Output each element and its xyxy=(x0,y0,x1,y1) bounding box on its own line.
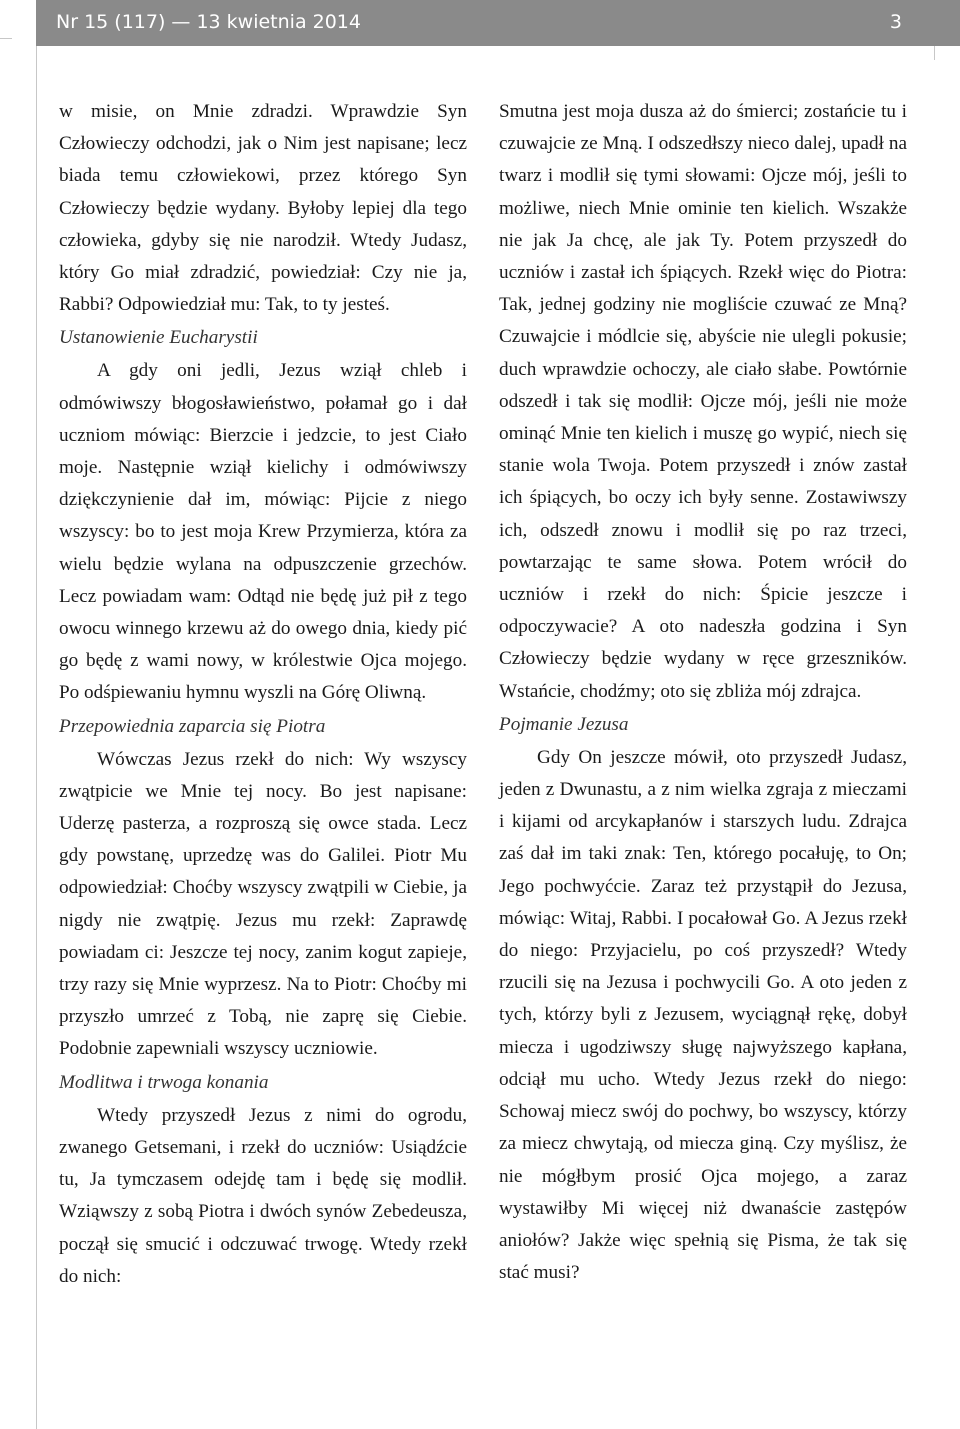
page-header xyxy=(36,0,960,46)
section-heading-arrest: Pojmanie Jezusa xyxy=(499,713,629,735)
right-column xyxy=(499,96,907,1289)
section-heading-peter-denial: Przepowiednia zaparcia się Piotra xyxy=(59,715,326,737)
left-crop-mark xyxy=(0,38,12,39)
paragraph: A gdy oni jedli, Jezus wziął chleb i odmówiwszy błogosławieństwo, połamał go i dał uczniom mówiąc: Bierzcie i jedzcie, to jest Ciało moje. Następnie wziął kielichy i odmówiwszy dziękczynienie dał im, mówiąc: Pijcie z niego wszyscy: bo to jest moja Krew Przymierza, która za wielu będzie wylana na odpuszczenie grzechów. Lecz powiadam wam: Odtąd nie będę już pił z tego owocu winnego krzewu aż do owego dnia, kiedy pić go będę z wami nowy, w królestwie Ojca mojego. Po odśpiewaniu hymnu wyszli na Górę Oliwną. xyxy=(59,360,467,704)
issue-label: Nr 15 (117) — 13 kwietnia 2014 xyxy=(56,11,361,33)
section-heading-eucharist: Ustanowienie Eucharystii xyxy=(59,327,258,349)
paragraph: Gdy On jeszcze mówił, oto przyszedł Judasz, jeden z Dwunastu, a z nim wielka zgraja z mieczami i kijami od arcykapłanów i starszych ludu. Zdrajca zaś dał im taki znak: Ten, którego pocałuję, to On; Jego pochwyćcie. Zaraz też przystąpił do Jezusa, mówiąc: Witaj, Rabbi. I pocałował Go. A Jezus rzekł do niego: Przyjacielu, po coś przyszedł? Wtedy rzucili się na Jezusa i pochwycili Go. A oto jeden z tych, którzy byli z Jezusem, wyciągnął rękę, dobył miecza i ugodziwszy sługę najwyższego kapłana, odciął mu ucho. Wtedy Jezus rzekł do niego: Schowaj miecz swój do pochwy, bo wszyscy, którzy za miecz chwytają, od miecza giną. Czy myślisz, że nie mógłbym prosić Ojca mojego, a zaraz wystawiłby Mi więcej niż dwanaście zastępów aniołów? Jakże więc spełnią się Pisma, że tak się stać musi? xyxy=(499,746,907,1284)
paragraph: Wtedy przyszedł Jezus z nimi do ogrodu, zwanego Getsemani, i rzekł do uczniów: Usiądźcie tu, Ja tymczasem odejdę tam i będę się modlił. Wziąwszy z sobą Piotra i dwóch synów Zebedeusza, począł się smucić i odczuwać trwogę. Wtedy rzekł do nich: xyxy=(59,1104,467,1287)
left-column xyxy=(59,96,467,1293)
paragraph: w misie, on Mnie zdradzi. Wprawdzie Syn Człowieczy odchodzi, jak o Nim jest napisane; lecz biada temu człowiekowi, przez którego Syn Człowieczy będzie wydany. Byłoby lepiej dla tego człowieka, gdyby się nie narodził. Wtedy Judasz, który Go miał zdradzić, powiedział: Czy nie ja, Rabbi? Odpowiedział mu: Tak, to ty jesteś. xyxy=(59,101,467,316)
section-heading-prayer-agony: Modlitwa i trwoga konania xyxy=(59,1071,269,1093)
bottom-margin-rule xyxy=(36,1398,37,1429)
left-margin-rule xyxy=(36,0,37,1429)
paragraph: Smutna jest moja dusza aż do śmierci; zostańcie tu i czuwajcie ze Mną. I odszedłszy nieco dalej, upadł na twarz i modlił się tymi słowami: Ojcze mój, jeśli to możliwe, niech Mnie ominie ten kielich. Wszakże nie jak Ja chcę, ale jak Ty. Potem przyszedł do uczniów i zastał ich śpiących. Rzekł więc do Piotra: Tak, jednej godziny nie mogliście czuwać ze Mną? Czuwajcie i módlcie się, abyście nie ulegli pokusie; duch wprawdzie ochoczy, ale ciało słabe. Powtórnie odszedł i tak się modlił: Ojcze mój, jeśli nie może ominąć Mnie ten kielich i muszę go wypić, niech się stanie wola Twoja. Potem przyszedł i znów zastał ich śpiących, bo oczy ich były senne. Zostawiwszy ich, odszedł znowu i modlił się po raz trzeci, powtarzając te same słowa. Potem wrócił do uczniów i rzekł do nich: Śpicie jeszcze i odpoczywacie? A oto nadeszła godzina i Syn Człowieczy będzie wydany w ręce grzeszników. Wstańcie, chodźmy; oto się zbliża mój zdrajca. xyxy=(499,101,907,702)
paragraph: Wówczas Jezus rzekł do nich: Wy wszyscy zwątpicie we Mnie tej nocy. Bo jest napisane: Uderzę pasterza, a rozproszą się owce stada. Lecz gdy powstanę, uprzedzę was do Galilei. Piotr Mu odpowiedział: Choćby wszyscy zwątpili w Ciebie, ja nigdy nie zwątpię. Jezus mu rzekł: Zaprawdę powiadam ci: Jeszcze tej nocy, zanim kogut zapieje, trzy razy się Mnie wyprzesz. Na to Piotr: Choćby mi przyszło umrzeć z Tobą, nie zaprę się Ciebie. Podobnie zapewniali wszyscy uczniowie. xyxy=(59,748,467,1060)
page-number: 3 xyxy=(889,11,902,33)
